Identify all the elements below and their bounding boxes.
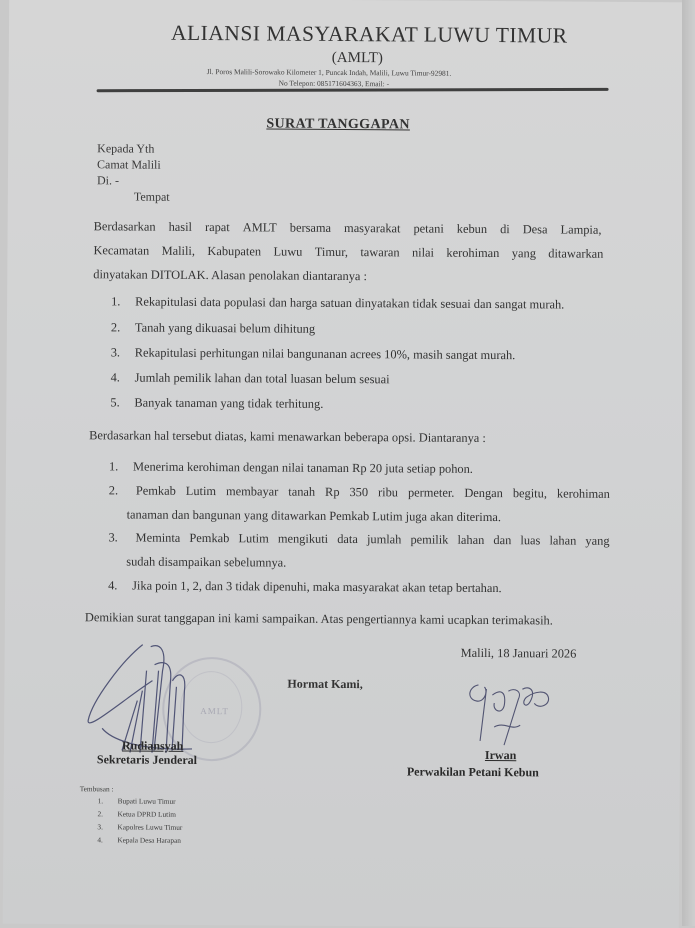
reason-item: 5. Banyak tanaman yang tidak terhitung. [110, 395, 324, 411]
intro-line-1: Berdasarkan hasil rapat AMLT bersama masyarakat petani kebun di Desa Lampia, [93, 219, 602, 237]
place-date: Malili, 18 Januari 2026 [460, 645, 577, 661]
option-item: 1. Menerima kerohiman dengan nilai tanaman Rp 20 juta setiap pohon. [108, 459, 473, 476]
recipient-line-2: Camat Malili [97, 157, 161, 172]
reason-item: 4. Jumlah pemilik lahan dan total luasan belum sesuai [110, 370, 390, 387]
paper-edge-shadow [682, 0, 695, 926]
cc-item: 4. Kepala Desa Harapan [97, 835, 182, 845]
intro-line-2: Kecamatan Malili, Kabupaten Luwu Timur, tawaran nilai kerohiman yang ditawarkan [93, 243, 604, 261]
recipient-line-1: Kepada Yth [97, 141, 155, 156]
reason-item: 2. Tanah yang dikuasai belum dihitung [110, 320, 316, 336]
letterhead-divider [97, 88, 609, 92]
signatory-1-name: Rudiansyah [121, 738, 184, 753]
signature-scribble-2 [464, 681, 559, 752]
intro-line-3: dinyatakan DITOLAK. Alasan penolakan diantaranya : [93, 267, 368, 284]
cc-label: Tembusan : [79, 784, 114, 794]
options-intro: Berdasarkan hal tersebut diatas, kami menawarkan beberapa opsi. Diantaranya : [89, 428, 486, 445]
option-item-continuation: sudah disampaikan sebelumnya. [126, 554, 287, 570]
organization-address: Jl. Poros Malili-Sorowako Kilometer 1, Puncak Indah, Malili, Luwu Timur-92981. [206, 67, 452, 78]
cc-item: 2. Ketua DPRD Lutim [97, 809, 176, 819]
stamp-text: AMLT [200, 706, 229, 717]
organization-abbreviation: (AMLT) [331, 49, 383, 67]
signatory-1-role: Sekretaris Jenderal [96, 752, 198, 767]
reason-item: 3. Rekapitulasi perhitungan nilai bangunanan acrees 10%, masih sangat murah. [110, 345, 516, 363]
option-item: 3. Meminta Pemkab Lutim mengikuti data jumlah pemilik lahan dan luas lahan yang [108, 530, 610, 548]
letter-title: SURAT TANGGAPAN [266, 116, 410, 133]
recipient-line-3: Di. - [96, 173, 120, 188]
organization-name: ALIANSI MASYARAKAT LUWU TIMUR [170, 20, 568, 48]
option-item: 2. Pemkab Lutim membayar tanah Rp 350 ribu permeter. Dengan begitu, kerohiman [108, 483, 610, 501]
recipient-line-4: Tempat [133, 189, 170, 204]
organization-contact: No Telepon: 085171604363, Email: - [278, 78, 390, 89]
cc-item: 1. Bupati Luwu Timur [97, 796, 176, 806]
option-item-continuation: tanaman dan bangunan yang ditawarkan Pemkab Lutim juga akan diterima. [126, 507, 502, 525]
cc-item: 3. Kapolres Luwu Timur [97, 822, 183, 832]
signatory-2-name: Irwan [484, 747, 517, 763]
regards: Hormat Kami, [287, 676, 363, 692]
closing-statement: Demikian surat tanggapan ini kami sampaikan. Atas pengertiannya kami ucapkan terimakasih. [84, 610, 553, 628]
option-item: 4. Jika poin 1, 2, dan 3 tidak dipenuhi, maka masyarakat akan tetap bertahan. [108, 578, 502, 596]
letter-paper [3, 0, 685, 928]
reason-item: 1. Rekapitulasi data populasi dan harga satuan dinyatakan tidak sesuai dan sangat murah. [111, 294, 565, 312]
signatory-2-role: Perwakilan Petani Kebun [406, 764, 539, 780]
